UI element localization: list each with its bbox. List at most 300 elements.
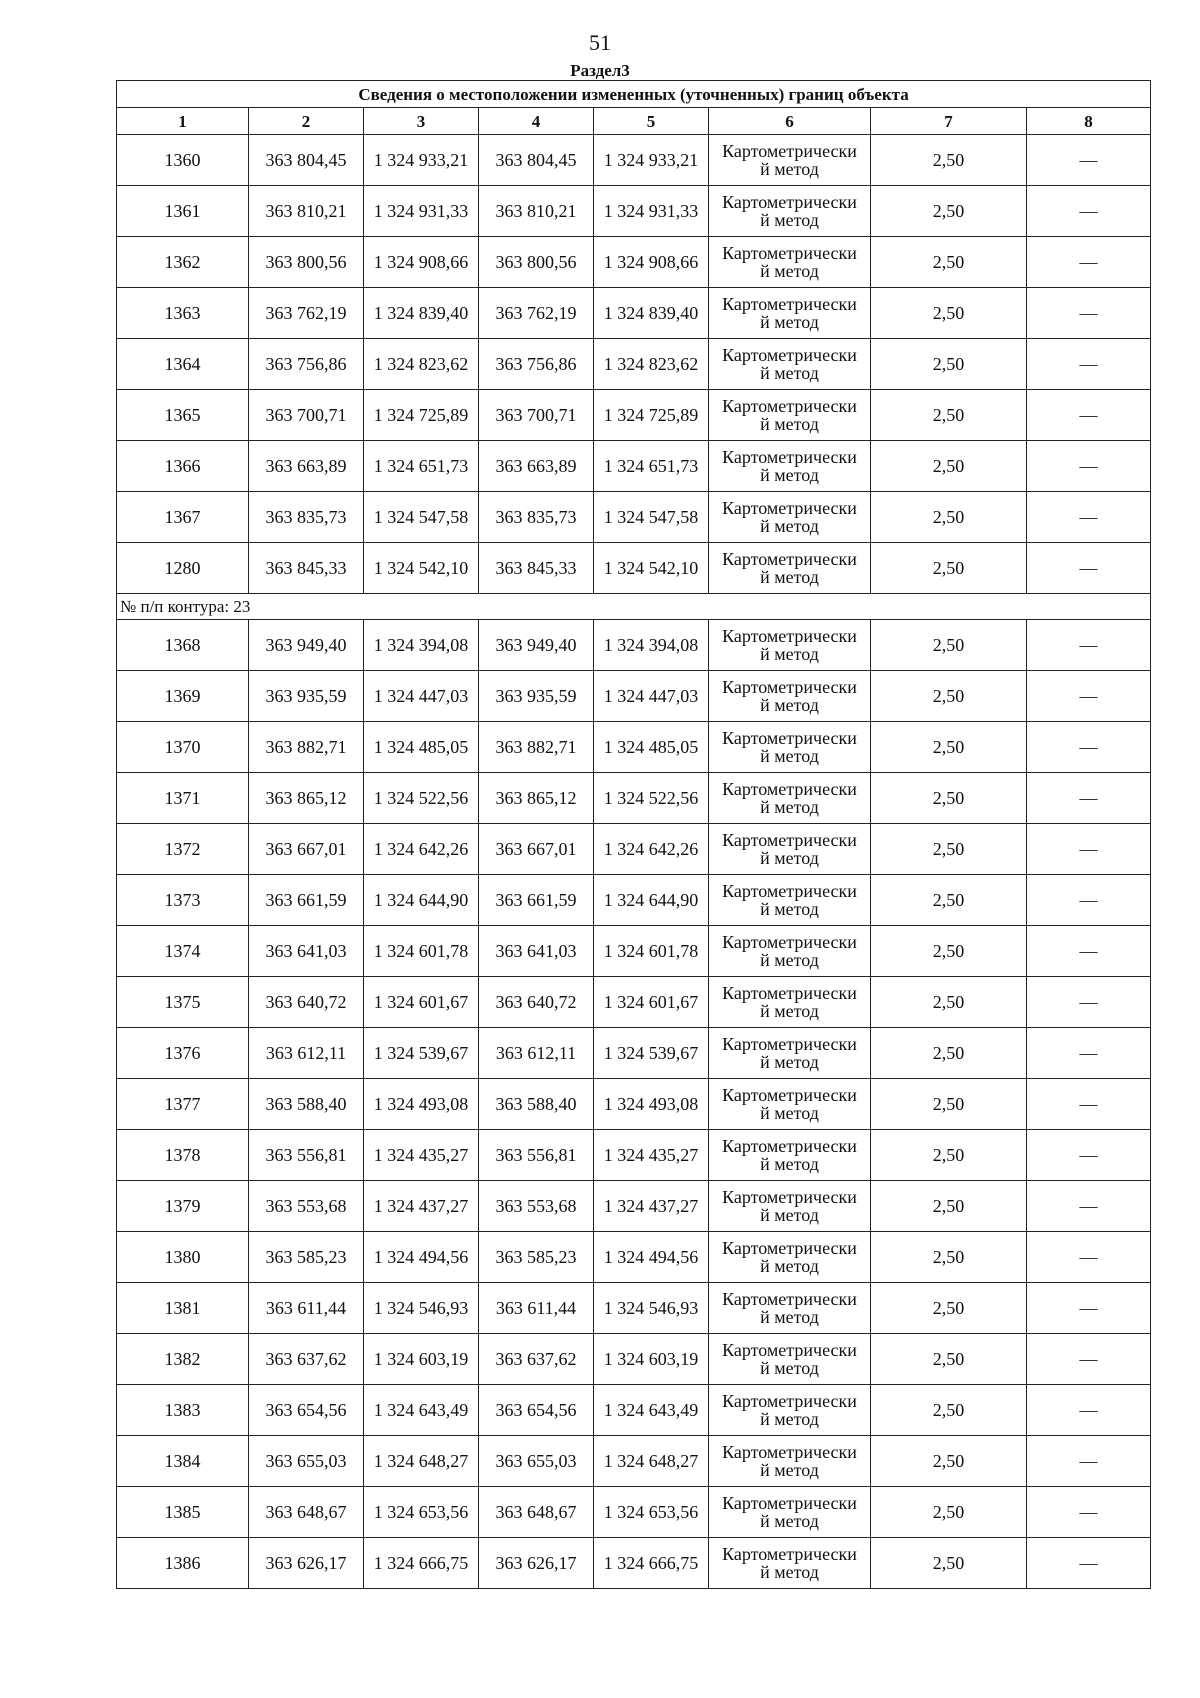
method-text: Картометрически	[722, 779, 857, 799]
method-text: й метод	[760, 950, 819, 970]
new-y-cell: 1 324 644,90	[594, 875, 709, 926]
existing-x-cell: 363 865,12	[249, 773, 364, 824]
method-text: й метод	[760, 797, 819, 817]
method-text: й метод	[760, 1511, 819, 1531]
description-cell: —	[1027, 492, 1151, 543]
method-text: Картометрически	[722, 1493, 857, 1513]
method-text: Картометрически	[722, 1289, 857, 1309]
existing-y-cell: 1 324 644,90	[364, 875, 479, 926]
new-y-cell: 1 324 447,03	[594, 671, 709, 722]
new-x-cell: 363 612,11	[479, 1028, 594, 1079]
table-row	[117, 1538, 1151, 1589]
new-x-cell: 363 835,73	[479, 492, 594, 543]
existing-x-cell: 363 626,17	[249, 1538, 364, 1589]
column-header: 1	[117, 108, 249, 135]
method-cell	[709, 875, 871, 926]
method-cell	[709, 1538, 871, 1589]
point-number-cell: 1360	[117, 135, 249, 186]
table-row	[117, 671, 1151, 722]
method-text: й метод	[760, 159, 819, 179]
table-row	[117, 1028, 1151, 1079]
new-y-cell: 1 324 908,66	[594, 237, 709, 288]
description-cell: —	[1027, 390, 1151, 441]
existing-y-cell: 1 324 908,66	[364, 237, 479, 288]
new-x-cell: 363 661,59	[479, 875, 594, 926]
existing-y-cell: 1 324 643,49	[364, 1385, 479, 1436]
existing-x-cell: 363 588,40	[249, 1079, 364, 1130]
method-cell	[709, 926, 871, 977]
method-text: й метод	[760, 210, 819, 230]
table-row	[117, 1334, 1151, 1385]
method-cell	[709, 186, 871, 237]
method-cell	[709, 722, 871, 773]
table-row	[117, 722, 1151, 773]
method-text: Картометрически	[722, 1085, 857, 1105]
existing-y-cell: 1 324 642,26	[364, 824, 479, 875]
accuracy-cell: 2,50	[871, 671, 1027, 722]
description-cell: —	[1027, 1334, 1151, 1385]
method-text: Картометрически	[722, 447, 857, 467]
existing-y-cell: 1 324 493,08	[364, 1079, 479, 1130]
new-x-cell: 363 553,68	[479, 1181, 594, 1232]
existing-x-cell: 363 756,86	[249, 339, 364, 390]
table-row	[117, 1079, 1151, 1130]
table-row	[117, 135, 1151, 186]
existing-y-cell: 1 324 839,40	[364, 288, 479, 339]
method-text: Картометрически	[722, 881, 857, 901]
existing-x-cell: 363 835,73	[249, 492, 364, 543]
new-y-cell: 1 324 839,40	[594, 288, 709, 339]
existing-x-cell: 363 949,40	[249, 620, 364, 671]
new-x-cell: 363 882,71	[479, 722, 594, 773]
existing-x-cell: 363 556,81	[249, 1130, 364, 1181]
new-x-cell: 363 762,19	[479, 288, 594, 339]
accuracy-cell: 2,50	[871, 1028, 1027, 1079]
method-text: й метод	[760, 312, 819, 332]
method-text: й метод	[760, 261, 819, 281]
method-text: Картометрически	[722, 728, 857, 748]
point-number-cell: 1382	[117, 1334, 249, 1385]
new-x-cell: 363 640,72	[479, 977, 594, 1028]
accuracy-cell: 2,50	[871, 1487, 1027, 1538]
method-text: Картометрически	[722, 294, 857, 314]
new-y-cell: 1 324 485,05	[594, 722, 709, 773]
accuracy-cell: 2,50	[871, 1436, 1027, 1487]
description-cell: —	[1027, 773, 1151, 824]
method-cell	[709, 492, 871, 543]
point-number-cell: 1378	[117, 1130, 249, 1181]
new-y-cell: 1 324 642,26	[594, 824, 709, 875]
method-cell	[709, 1436, 871, 1487]
new-x-cell: 363 585,23	[479, 1232, 594, 1283]
new-y-cell: 1 324 547,58	[594, 492, 709, 543]
point-number-cell: 1373	[117, 875, 249, 926]
table-row	[117, 977, 1151, 1028]
point-number-cell: 1380	[117, 1232, 249, 1283]
method-text: й метод	[760, 1307, 819, 1327]
point-number-cell: 1367	[117, 492, 249, 543]
method-text: Картометрически	[722, 677, 857, 697]
accuracy-cell: 2,50	[871, 620, 1027, 671]
method-cell	[709, 288, 871, 339]
existing-y-cell: 1 324 933,21	[364, 135, 479, 186]
table-row	[117, 441, 1151, 492]
description-cell: —	[1027, 1436, 1151, 1487]
method-text: Картометрически	[722, 1136, 857, 1156]
method-text: й метод	[760, 1460, 819, 1480]
new-y-cell: 1 324 394,08	[594, 620, 709, 671]
point-number-cell: 1375	[117, 977, 249, 1028]
point-number-cell: 1384	[117, 1436, 249, 1487]
accuracy-cell: 2,50	[871, 875, 1027, 926]
method-text: й метод	[760, 567, 819, 587]
table-row	[117, 1181, 1151, 1232]
description-cell: —	[1027, 1130, 1151, 1181]
point-number-cell: 1372	[117, 824, 249, 875]
method-text: й метод	[760, 644, 819, 664]
accuracy-cell: 2,50	[871, 441, 1027, 492]
new-x-cell: 363 667,01	[479, 824, 594, 875]
accuracy-cell: 2,50	[871, 1232, 1027, 1283]
existing-y-cell: 1 324 485,05	[364, 722, 479, 773]
contour-label: № п/п контура: 23	[117, 594, 1151, 620]
new-x-cell: 363 626,17	[479, 1538, 594, 1589]
new-y-cell: 1 324 539,67	[594, 1028, 709, 1079]
method-text: Картометрически	[722, 1238, 857, 1258]
new-y-cell: 1 324 823,62	[594, 339, 709, 390]
new-x-cell: 363 845,33	[479, 543, 594, 594]
description-cell: —	[1027, 824, 1151, 875]
table-row	[117, 492, 1151, 543]
point-number-cell: 1361	[117, 186, 249, 237]
description-cell: —	[1027, 1028, 1151, 1079]
accuracy-cell: 2,50	[871, 1283, 1027, 1334]
description-cell: —	[1027, 135, 1151, 186]
description-cell: —	[1027, 339, 1151, 390]
method-cell	[709, 1079, 871, 1130]
method-text: й метод	[760, 1052, 819, 1072]
new-y-cell: 1 324 666,75	[594, 1538, 709, 1589]
existing-y-cell: 1 324 725,89	[364, 390, 479, 441]
table-row	[117, 390, 1151, 441]
method-cell	[709, 1181, 871, 1232]
method-text: Картометрически	[722, 141, 857, 161]
point-number-cell: 1385	[117, 1487, 249, 1538]
description-cell: —	[1027, 1487, 1151, 1538]
existing-y-cell: 1 324 546,93	[364, 1283, 479, 1334]
existing-x-cell: 363 553,68	[249, 1181, 364, 1232]
method-cell	[709, 441, 871, 492]
new-x-cell: 363 804,45	[479, 135, 594, 186]
existing-y-cell: 1 324 823,62	[364, 339, 479, 390]
new-x-cell: 363 637,62	[479, 1334, 594, 1385]
method-text: й метод	[760, 848, 819, 868]
column-header: 7	[871, 108, 1027, 135]
description-cell: —	[1027, 1385, 1151, 1436]
new-y-cell: 1 324 648,27	[594, 1436, 709, 1487]
new-x-cell: 363 810,21	[479, 186, 594, 237]
table-row	[117, 1487, 1151, 1538]
existing-x-cell: 363 641,03	[249, 926, 364, 977]
accuracy-cell: 2,50	[871, 390, 1027, 441]
method-cell	[709, 339, 871, 390]
existing-x-cell: 363 800,56	[249, 237, 364, 288]
accuracy-cell: 2,50	[871, 1130, 1027, 1181]
method-text: й метод	[760, 1562, 819, 1582]
existing-x-cell: 363 762,19	[249, 288, 364, 339]
method-cell	[709, 390, 871, 441]
new-y-cell: 1 324 601,78	[594, 926, 709, 977]
description-cell: —	[1027, 926, 1151, 977]
accuracy-cell: 2,50	[871, 1181, 1027, 1232]
method-text: Картометрически	[722, 626, 857, 646]
existing-x-cell: 363 882,71	[249, 722, 364, 773]
existing-x-cell: 363 700,71	[249, 390, 364, 441]
existing-x-cell: 363 663,89	[249, 441, 364, 492]
point-number-cell: 1386	[117, 1538, 249, 1589]
method-text: Картометрически	[722, 983, 857, 1003]
new-y-cell: 1 324 601,67	[594, 977, 709, 1028]
description-cell: —	[1027, 1538, 1151, 1589]
existing-x-cell: 363 654,56	[249, 1385, 364, 1436]
new-y-cell: 1 324 651,73	[594, 441, 709, 492]
point-number-cell: 1381	[117, 1283, 249, 1334]
accuracy-cell: 2,50	[871, 824, 1027, 875]
table-row	[117, 824, 1151, 875]
new-x-cell: 363 556,81	[479, 1130, 594, 1181]
method-text: Картометрически	[722, 1340, 857, 1360]
method-text: Картометрически	[722, 1442, 857, 1462]
new-y-cell: 1 324 931,33	[594, 186, 709, 237]
description-cell: —	[1027, 543, 1151, 594]
new-y-cell: 1 324 643,49	[594, 1385, 709, 1436]
existing-x-cell: 363 640,72	[249, 977, 364, 1028]
method-text: й метод	[760, 899, 819, 919]
method-text: Картометрически	[722, 192, 857, 212]
method-text: й метод	[760, 1205, 819, 1225]
existing-y-cell: 1 324 435,27	[364, 1130, 479, 1181]
point-number-cell: 1280	[117, 543, 249, 594]
accuracy-cell: 2,50	[871, 926, 1027, 977]
description-cell: —	[1027, 875, 1151, 926]
existing-x-cell: 363 845,33	[249, 543, 364, 594]
method-cell	[709, 1232, 871, 1283]
new-y-cell: 1 324 725,89	[594, 390, 709, 441]
existing-x-cell: 363 804,45	[249, 135, 364, 186]
existing-y-cell: 1 324 601,78	[364, 926, 479, 977]
column-header-row	[117, 108, 1151, 135]
point-number-cell: 1362	[117, 237, 249, 288]
method-cell	[709, 543, 871, 594]
existing-y-cell: 1 324 931,33	[364, 186, 479, 237]
method-cell	[709, 824, 871, 875]
accuracy-cell: 2,50	[871, 135, 1027, 186]
contour-label-row	[117, 594, 1151, 620]
method-cell	[709, 1487, 871, 1538]
new-y-cell: 1 324 542,10	[594, 543, 709, 594]
method-cell	[709, 977, 871, 1028]
existing-x-cell: 363 637,62	[249, 1334, 364, 1385]
existing-x-cell: 363 612,11	[249, 1028, 364, 1079]
column-header: 2	[249, 108, 364, 135]
new-x-cell: 363 756,86	[479, 339, 594, 390]
existing-x-cell: 363 935,59	[249, 671, 364, 722]
method-text: Картометрически	[722, 1187, 857, 1207]
new-x-cell: 363 949,40	[479, 620, 594, 671]
point-number-cell: 1363	[117, 288, 249, 339]
new-y-cell: 1 324 493,08	[594, 1079, 709, 1130]
description-cell: —	[1027, 1079, 1151, 1130]
table-body	[117, 135, 1151, 1589]
new-y-cell: 1 324 437,27	[594, 1181, 709, 1232]
accuracy-cell: 2,50	[871, 186, 1027, 237]
boundary-coordinates-table	[116, 80, 1151, 1589]
new-y-cell: 1 324 546,93	[594, 1283, 709, 1334]
point-number-cell: 1369	[117, 671, 249, 722]
column-header: 3	[364, 108, 479, 135]
new-y-cell: 1 324 653,56	[594, 1487, 709, 1538]
new-x-cell: 363 611,44	[479, 1283, 594, 1334]
description-cell: —	[1027, 722, 1151, 773]
method-text: Картометрически	[722, 1034, 857, 1054]
method-cell	[709, 1283, 871, 1334]
existing-x-cell: 363 667,01	[249, 824, 364, 875]
point-number-cell: 1370	[117, 722, 249, 773]
existing-x-cell: 363 661,59	[249, 875, 364, 926]
existing-y-cell: 1 324 437,27	[364, 1181, 479, 1232]
method-text: й метод	[760, 1358, 819, 1378]
method-text: Картометрически	[722, 345, 857, 365]
accuracy-cell: 2,50	[871, 339, 1027, 390]
existing-y-cell: 1 324 648,27	[364, 1436, 479, 1487]
method-text: й метод	[760, 363, 819, 383]
method-text: й метод	[760, 1256, 819, 1276]
point-number-cell: 1366	[117, 441, 249, 492]
method-cell	[709, 135, 871, 186]
method-text: й метод	[760, 516, 819, 536]
point-number-cell: 1383	[117, 1385, 249, 1436]
existing-y-cell: 1 324 666,75	[364, 1538, 479, 1589]
existing-x-cell: 363 655,03	[249, 1436, 364, 1487]
method-cell	[709, 237, 871, 288]
existing-y-cell: 1 324 653,56	[364, 1487, 479, 1538]
point-number-cell: 1368	[117, 620, 249, 671]
table-row	[117, 288, 1151, 339]
description-cell: —	[1027, 1181, 1151, 1232]
method-text: Картометрически	[722, 1544, 857, 1564]
accuracy-cell: 2,50	[871, 543, 1027, 594]
point-number-cell: 1376	[117, 1028, 249, 1079]
accuracy-cell: 2,50	[871, 288, 1027, 339]
new-y-cell: 1 324 435,27	[594, 1130, 709, 1181]
accuracy-cell: 2,50	[871, 1079, 1027, 1130]
new-x-cell: 363 648,67	[479, 1487, 594, 1538]
section-title: Раздел3	[570, 61, 630, 80]
point-number-cell: 1364	[117, 339, 249, 390]
method-cell	[709, 671, 871, 722]
column-header: 4	[479, 108, 594, 135]
method-text: й метод	[760, 1001, 819, 1021]
new-y-cell: 1 324 933,21	[594, 135, 709, 186]
table-row	[117, 620, 1151, 671]
table-row	[117, 875, 1151, 926]
table-row	[117, 543, 1151, 594]
method-cell	[709, 773, 871, 824]
new-x-cell: 363 641,03	[479, 926, 594, 977]
description-cell: —	[1027, 186, 1151, 237]
new-x-cell: 363 654,56	[479, 1385, 594, 1436]
accuracy-cell: 2,50	[871, 1538, 1027, 1589]
accuracy-cell: 2,50	[871, 722, 1027, 773]
method-cell	[709, 1385, 871, 1436]
method-text: Картометрически	[722, 243, 857, 263]
table-row	[117, 773, 1151, 824]
table-row	[117, 1436, 1151, 1487]
new-x-cell: 363 800,56	[479, 237, 594, 288]
existing-y-cell: 1 324 547,58	[364, 492, 479, 543]
description-cell: —	[1027, 977, 1151, 1028]
point-number-cell: 1377	[117, 1079, 249, 1130]
existing-x-cell: 363 648,67	[249, 1487, 364, 1538]
new-x-cell: 363 865,12	[479, 773, 594, 824]
method-text: Картометрически	[722, 549, 857, 569]
table-row	[117, 1385, 1151, 1436]
method-text: Картометрически	[722, 932, 857, 952]
existing-y-cell: 1 324 394,08	[364, 620, 479, 671]
point-number-cell: 1374	[117, 926, 249, 977]
table-row	[117, 339, 1151, 390]
method-text: Картометрически	[722, 830, 857, 850]
column-header: 8	[1027, 108, 1151, 135]
table-caption: Сведения о местоположении измененных (уточненных) границ объекта	[117, 81, 1151, 108]
method-text: й метод	[760, 746, 819, 766]
method-cell	[709, 1028, 871, 1079]
column-header: 5	[594, 108, 709, 135]
method-text: й метод	[760, 1154, 819, 1174]
table-row	[117, 1283, 1151, 1334]
page-number: 51	[589, 30, 611, 55]
description-cell: —	[1027, 1232, 1151, 1283]
existing-y-cell: 1 324 651,73	[364, 441, 479, 492]
existing-y-cell: 1 324 522,56	[364, 773, 479, 824]
table-row	[117, 926, 1151, 977]
method-cell	[709, 1130, 871, 1181]
accuracy-cell: 2,50	[871, 1385, 1027, 1436]
accuracy-cell: 2,50	[871, 1334, 1027, 1385]
description-cell: —	[1027, 441, 1151, 492]
point-number-cell: 1365	[117, 390, 249, 441]
new-y-cell: 1 324 494,56	[594, 1232, 709, 1283]
method-text: й метод	[760, 465, 819, 485]
accuracy-cell: 2,50	[871, 492, 1027, 543]
method-text: й метод	[760, 414, 819, 434]
existing-y-cell: 1 324 539,67	[364, 1028, 479, 1079]
table-row	[117, 237, 1151, 288]
table-row	[117, 1232, 1151, 1283]
method-text: й метод	[760, 695, 819, 715]
new-x-cell: 363 935,59	[479, 671, 594, 722]
method-cell	[709, 620, 871, 671]
description-cell: —	[1027, 288, 1151, 339]
new-x-cell: 363 700,71	[479, 390, 594, 441]
existing-y-cell: 1 324 601,67	[364, 977, 479, 1028]
table-row	[117, 1130, 1151, 1181]
method-text: Картометрически	[722, 396, 857, 416]
existing-x-cell: 363 810,21	[249, 186, 364, 237]
description-cell: —	[1027, 1283, 1151, 1334]
new-y-cell: 1 324 522,56	[594, 773, 709, 824]
existing-y-cell: 1 324 603,19	[364, 1334, 479, 1385]
